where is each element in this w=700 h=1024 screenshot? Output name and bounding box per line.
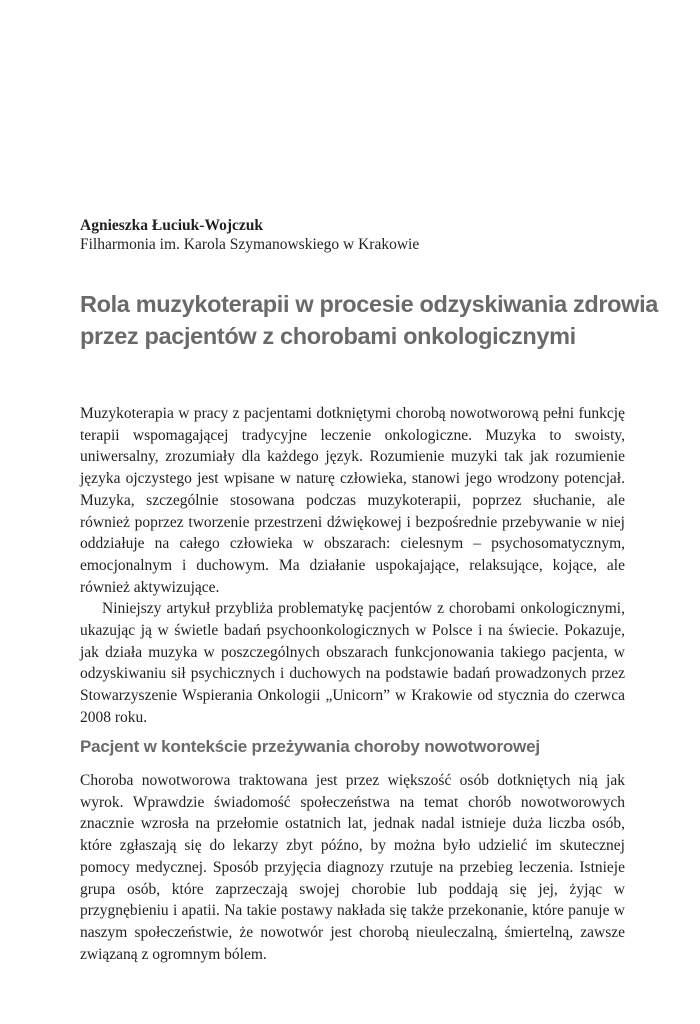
article-title-line: przez pacjentów z chorobami onkologicznymi (80, 323, 576, 349)
body-paragraph: Niniejszy artykuł przybliża problematykę pacjentów z chorobami onkologicznymi, ukazując ją w świetle badań psychoonkologicznych w Polsce i na świecie. Pokazuje, jak działa muzyka w poszczególnych obszarach funkcjonowania takiego pacjenta, w odzyskiwaniu sił psychicznych i duchowych na podstawie badań prowadzonych przez Stowarzyszenie Wspierania Onkologii „Unicorn” w Krakowie od stycznia do czerwca 2008 roku. (80, 600, 625, 726)
article-title (80, 288, 659, 352)
abstract-body (80, 403, 625, 729)
section-paragraph: Choroba nowotworowa traktowana jest przez większość osób dotkniętych nią jak wyrok. Wprawdzie świadomość społeczeństwa na temat chorób nowotworowych znacznie wzrosła na przełomie ostatnich lat, jednak nadal istnieje duża liczba osób, które zgłaszają się do lekarzy zbyt późno, by można było udzielić im skutecznej pomocy medycznej. Sposób przyjęcia diagnozy rzutuje na przebieg leczenia. Istnieje grupa osób, które zaprzeczają swojej chorobie lub poddają się jej, żyjąc w przygnębieniu i apatii. Na takie postawy nakłada się także przekonanie, które panuje w naszym społeczeństwie, że nowotwór jest chorobą nieuleczalną, śmiertelną, zawsze związaną z ogromnym bólem. (80, 772, 625, 963)
article-title-line: Rola muzykoterapii w procesie odzyskiwania zdrowia (80, 291, 659, 317)
section-heading: Pacjent w kontekście przeżywania choroby nowotworowej (80, 737, 540, 756)
body-paragraph: Muzykoterapia w pracy z pacjentami dotkniętymi chorobą nowotworową pełni funkcję terapii wspomagającej tradycyjne leczenie onkologiczne. Muzyka to swoisty, uniwersalny, zrozumiały dla każdego język. Rozumienie muzyki tak jak rozumienie języka ojczystego jest wpisane w naturę człowieka, stanowi jego wrodzony potencjał. Muzyka, szczególnie stosowana podczas muzykoterapii, poprzez słuchanie, ale również poprzez tworzenie przestrzeni dźwiękowej i bezpośrednie przebywanie w niej oddziałuje na całego człowieka w obszarach: cielesnym – psychosomatycznym, emocjonalnym i duchowym. Ma działanie uspokajające, relaksujące, kojące, ale również aktywizujące. (80, 405, 625, 596)
author-affiliation: Filharmonia im. Karola Szymanowskiego w Krakowie (80, 236, 420, 253)
author-name: Agnieszka Łuciuk-Wojczuk (80, 217, 264, 234)
section-body (80, 770, 625, 965)
author-block (80, 216, 625, 254)
